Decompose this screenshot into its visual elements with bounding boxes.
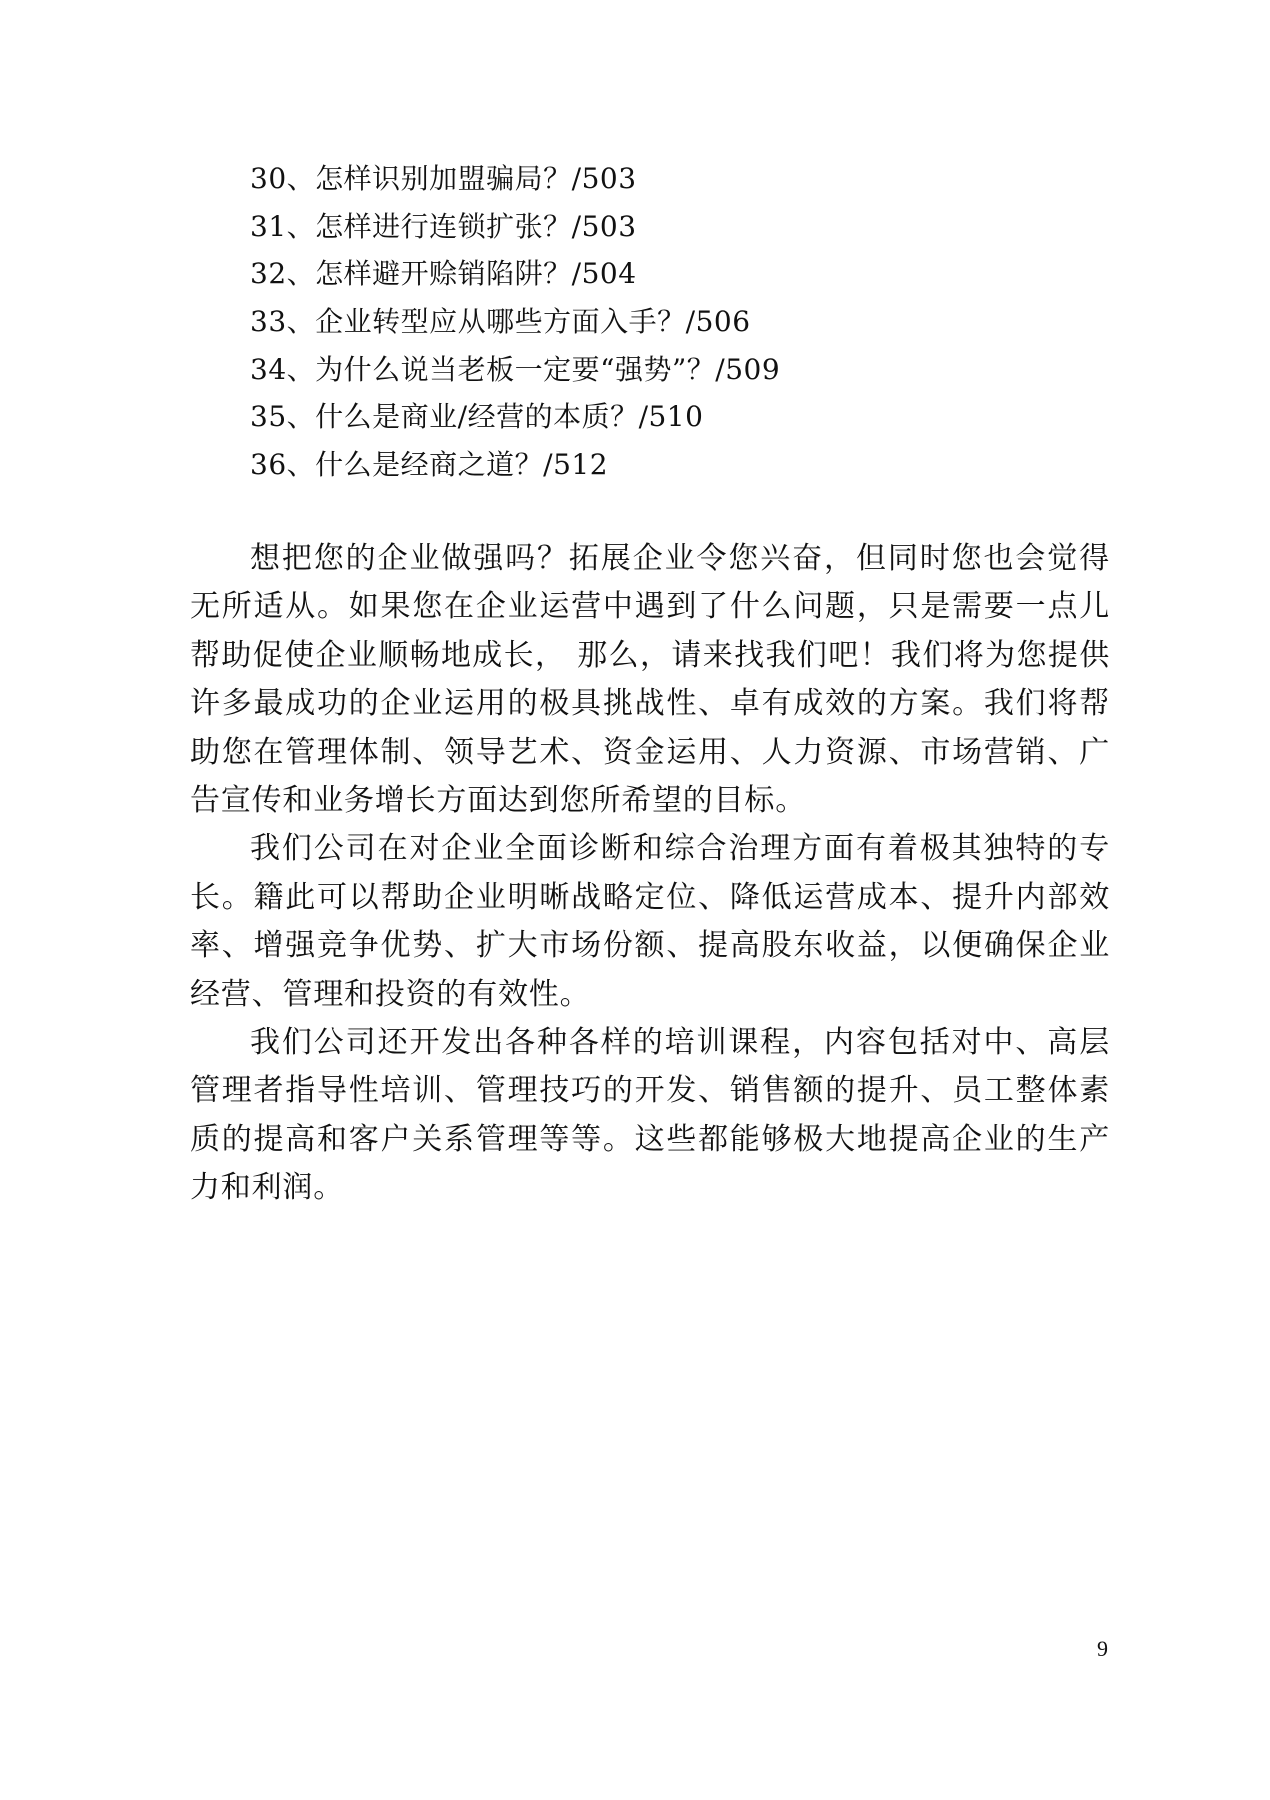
toc-item: 33、企业转型应从哪些方面入手？/506 bbox=[250, 305, 751, 339]
toc-item: 35、什么是商业/经营的本质？/510 bbox=[250, 400, 704, 434]
paragraph: 想把您的企业做强吗？拓展企业令您兴奋，但同时您也会觉得无所适从。如果您在企业运营中遇到了什么问题，只是需要一点儿帮助促使企业顺畅地成长， 那么，请来找我们吧！我们将为您提供许多最成功的企业运用的极具挑战性、卓有成效的方案。我们将帮助您在管理体制、领导艺术、资金运用、人力资源、市场营销、广告宣传和业务增长方面达到您所希望的目标。 bbox=[190, 541, 1110, 819]
table-of-contents bbox=[250, 155, 1110, 489]
body-text bbox=[190, 535, 1110, 1213]
page-number: 9 bbox=[1097, 1636, 1108, 1661]
toc-item: 34、为什么说当老板一定要“强势”？/509 bbox=[250, 352, 781, 386]
paragraph: 我们公司还开发出各种各样的培训课程，内容包括对中、高层管理者指导性培训、管理技巧的开发、销售额的提升、员工整体素质的提高和客户关系管理等等。这些都能够极大地提高企业的生产力和利润。 bbox=[190, 1025, 1110, 1206]
toc-item: 30、怎样识别加盟骗局？/503 bbox=[250, 162, 637, 195]
paragraph: 我们公司在对企业全面诊断和综合治理方面有着极其独特的专长。籍此可以帮助企业明晰战略定位、降低运营成本、提升内部效率、增强竞争优势、扩大市场份额、提高股东收益，以便确保企业经营、管理和投资的有效性。 bbox=[190, 831, 1110, 1012]
toc-item: 36、什么是经商之道？/512 bbox=[250, 448, 609, 482]
toc-item: 31、怎样进行连锁扩张？/503 bbox=[250, 209, 637, 243]
toc-item: 32、怎样避开赊销陷阱？/504 bbox=[250, 257, 637, 291]
